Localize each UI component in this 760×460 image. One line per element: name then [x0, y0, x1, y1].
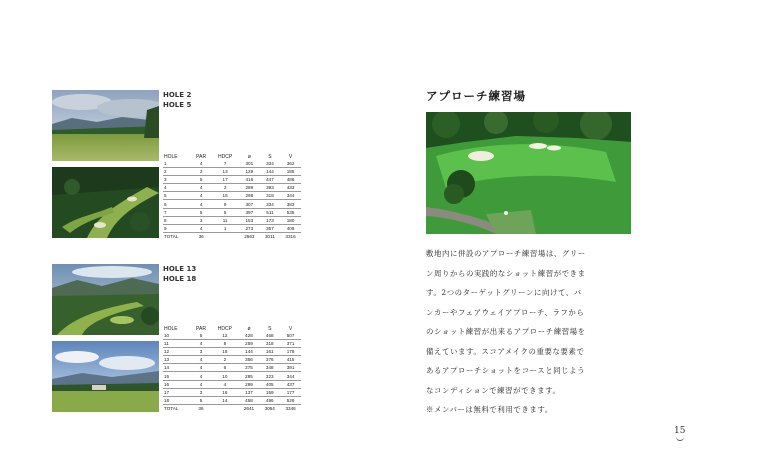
table-cell: 3 — [191, 168, 211, 176]
table-cell: 137 — [239, 388, 260, 396]
table-cell: 12 — [163, 348, 191, 356]
table-row — [163, 348, 301, 356]
table-cell: 507 — [280, 332, 301, 340]
table-row — [163, 340, 301, 348]
table-cell: 185 — [280, 168, 301, 176]
table-cell: 4 — [191, 192, 211, 200]
table-row — [163, 332, 301, 340]
table-cell: 362 — [280, 160, 301, 168]
table-cell: 357 — [260, 224, 280, 232]
table-row — [163, 364, 301, 372]
table-cell: 7 — [211, 160, 239, 168]
table-row — [163, 216, 301, 224]
table-cell: 13 — [211, 168, 239, 176]
table-cell: 14 — [211, 396, 238, 404]
table-total-row — [163, 404, 301, 412]
hole-label: HOLE 13 — [163, 265, 197, 273]
table-cell: 2641 — [243, 405, 255, 411]
table-row — [163, 192, 301, 200]
col-header: HDCP — [218, 154, 233, 160]
table-cell: 3054 — [264, 405, 275, 411]
table-cell: 299 — [239, 380, 260, 388]
table-cell: 298 — [239, 192, 260, 200]
table-cell: 468 — [259, 332, 280, 340]
paragraph-line: す。2つのターゲットグリーンに向けて、バ — [426, 288, 582, 297]
table-cell: 3011 — [264, 233, 275, 239]
table-cell: 4 — [191, 184, 211, 192]
paragraph-line: 備えています。スコアメイクの重要な要素で — [426, 346, 585, 356]
table-cell: 3 — [191, 388, 211, 396]
paragraph-line: ※メンバーは無料で利用できます。 — [426, 405, 553, 414]
table-cell: 144 — [260, 168, 280, 176]
table-cell: 10 — [211, 372, 238, 380]
table-cell: 334 — [260, 160, 280, 168]
table-cell: 9 — [211, 200, 239, 208]
table-cell: 9 — [163, 224, 191, 232]
paragraph-line: ン周りからの実践的なショット練習ができま — [426, 268, 586, 278]
table-cell: 4 — [191, 380, 211, 388]
table-cell: 318 — [260, 192, 280, 200]
table-cell: 289 — [239, 184, 260, 192]
hole-label: HOLE 18 — [163, 275, 197, 283]
table-cell: 447 — [260, 176, 280, 184]
table-cell: 285 — [239, 372, 260, 380]
table-cell: 161 — [259, 348, 280, 356]
table-cell: 4 — [191, 356, 211, 364]
table-cell: 2 — [163, 168, 191, 176]
table-cell: 17 — [211, 176, 239, 184]
table-cell: 428 — [239, 332, 260, 340]
table-cell: 18 — [211, 348, 238, 356]
table-cell: 177 — [280, 388, 301, 396]
table-cell — [211, 232, 239, 240]
table-cell: 393 — [260, 184, 280, 192]
table-cell: 1 — [211, 224, 239, 232]
table-cell: 5 — [191, 332, 211, 340]
table-cell: 13 — [163, 356, 191, 364]
table-cell: 16 — [163, 380, 191, 388]
table-row — [163, 372, 301, 380]
table-cell: 344 — [280, 372, 301, 380]
table-cell: 4 — [191, 160, 211, 168]
col-header: S — [268, 154, 272, 160]
table-cell: 496 — [259, 396, 280, 404]
table-cell: 486 — [280, 176, 301, 184]
col-header: S — [268, 326, 272, 332]
table-row — [163, 224, 301, 232]
col-header: HOLE — [164, 326, 178, 332]
table-cell: 15 — [211, 192, 239, 200]
page-number: 15 — [674, 426, 686, 436]
table-cell: 1 — [163, 160, 191, 168]
table-cell: 3 — [191, 348, 211, 356]
hole-18-photo — [52, 341, 159, 412]
table-cell: 348 — [259, 364, 280, 372]
table-cell: 18 — [163, 396, 191, 404]
scorecard-back-nine — [163, 322, 301, 412]
table-cell: 4 — [191, 224, 211, 232]
table-cell: 2 — [211, 356, 238, 364]
table-cell: 36 — [198, 233, 204, 239]
table-cell: 17 — [163, 388, 191, 396]
table-row — [163, 208, 301, 216]
table-row — [163, 388, 301, 396]
approach-range-title: アプローチ練習場 — [426, 89, 526, 103]
table-cell: 4 — [211, 380, 238, 388]
table-cell: 318 — [259, 340, 280, 348]
scorecard-body — [163, 332, 301, 412]
table-cell: 11 — [211, 216, 239, 224]
page-number-ornament — [676, 437, 684, 441]
col-header: HDCP — [217, 326, 232, 332]
table-cell: 4 — [191, 340, 211, 348]
table-cell: 7 — [163, 208, 191, 216]
table-cell: 6 — [163, 200, 191, 208]
table-cell: 356 — [239, 356, 260, 364]
table-cell: 5 — [163, 192, 191, 200]
table-cell: TOTAL — [164, 233, 179, 239]
table-cell: 371 — [280, 340, 301, 348]
col-header: ø — [247, 326, 251, 332]
table-row — [163, 200, 301, 208]
table-cell: 383 — [280, 200, 301, 208]
table-cell: 415 — [280, 356, 301, 364]
table-cell — [211, 404, 238, 412]
table-cell: 323 — [259, 372, 280, 380]
scorecard-front-nine — [163, 150, 301, 240]
table-cell: 2563 — [244, 233, 255, 239]
table-cell: 3346 — [285, 405, 296, 411]
table-cell: TOTAL — [164, 405, 179, 411]
table-cell: 4 — [191, 200, 211, 208]
hole-13-photo — [52, 264, 159, 335]
table-cell: 8 — [163, 216, 191, 224]
table-cell: 416 — [239, 176, 260, 184]
table-row — [163, 168, 301, 176]
table-cell: 16 — [211, 388, 238, 396]
table-cell: 3 — [191, 216, 211, 224]
col-header: PAR — [196, 154, 207, 160]
table-row — [163, 160, 301, 168]
table-cell: 14 — [163, 364, 191, 372]
hole-5-aerial-photo — [52, 167, 159, 238]
table-cell: 5 — [191, 208, 211, 216]
table-cell: 5 — [191, 396, 211, 404]
hole-labels-top — [163, 90, 191, 110]
table-cell: 144 — [239, 348, 260, 356]
paragraph-line: のショット練習が出来るアプローチ練習場を — [426, 327, 586, 336]
table-cell: 11 — [163, 340, 191, 348]
paragraph-line: なコンディションで練習ができます。 — [426, 385, 561, 395]
hole-label: HOLE 5 — [163, 101, 192, 109]
approach-range-aerial-photo — [426, 112, 631, 234]
table-cell: 405 — [259, 380, 280, 388]
hole-2-photo — [52, 90, 159, 161]
table-row — [163, 356, 301, 364]
table-cell: 275 — [239, 364, 260, 372]
table-cell: 301 — [239, 160, 260, 168]
table-cell: 10 — [163, 332, 191, 340]
table-cell: 3 — [163, 176, 191, 184]
hole-labels-bottom — [163, 264, 196, 284]
table-cell: 159 — [259, 388, 280, 396]
table-row — [163, 184, 301, 192]
table-cell: 3316 — [285, 233, 296, 239]
table-total-row — [163, 232, 301, 240]
table-cell: 397 — [239, 208, 260, 216]
table-cell: 535 — [280, 208, 301, 216]
table-cell: 437 — [280, 380, 301, 388]
table-cell: 526 — [280, 396, 301, 404]
table-cell: 307 — [239, 200, 260, 208]
table-cell: 178 — [280, 348, 301, 356]
paragraph-line: 敷地内に併設のアプローチ練習場は、グリー — [426, 249, 586, 258]
col-header: V — [288, 326, 293, 332]
table-cell: 511 — [260, 208, 280, 216]
table-cell: 129 — [239, 168, 260, 176]
table-cell: 344 — [280, 192, 301, 200]
table-cell: 273 — [239, 224, 260, 232]
col-header: HOLE — [164, 154, 178, 160]
table-cell: 153 — [239, 216, 260, 224]
table-row — [163, 396, 301, 404]
table-cell: 36 — [198, 405, 204, 411]
table-cell: 433 — [280, 184, 301, 192]
table-cell: 5 — [191, 176, 211, 184]
paragraph-line: あるアプローチショットをコースと同じよう — [426, 366, 586, 375]
table-cell: 259 — [239, 340, 260, 348]
scorecard-body — [163, 160, 301, 240]
hole-label: HOLE 2 — [163, 91, 192, 99]
table-cell: 4 — [163, 184, 191, 192]
table-cell: 458 — [239, 396, 260, 404]
col-header: ø — [247, 154, 251, 160]
approach-range-description — [426, 244, 642, 420]
table-row — [163, 176, 301, 184]
table-cell: 15 — [163, 372, 191, 380]
col-header: V — [288, 154, 293, 160]
table-cell: 8 — [211, 340, 238, 348]
table-cell: 4 — [191, 372, 211, 380]
col-header: PAR — [196, 326, 206, 332]
table-cell: 334 — [260, 200, 280, 208]
table-cell: 376 — [259, 356, 280, 364]
table-cell: 3 — [211, 184, 239, 192]
table-cell: 391 — [280, 364, 301, 372]
paragraph-line: ンカーやフェアウェイアプローチ、ラフから — [426, 307, 585, 317]
table-row — [163, 380, 301, 388]
table-cell: 4 — [191, 364, 211, 372]
table-cell: 173 — [260, 216, 280, 224]
table-cell: 6 — [211, 364, 238, 372]
table-cell: 408 — [280, 224, 301, 232]
table-cell: 180 — [280, 216, 301, 224]
table-cell: 5 — [211, 208, 239, 216]
table-cell: 12 — [211, 332, 238, 340]
